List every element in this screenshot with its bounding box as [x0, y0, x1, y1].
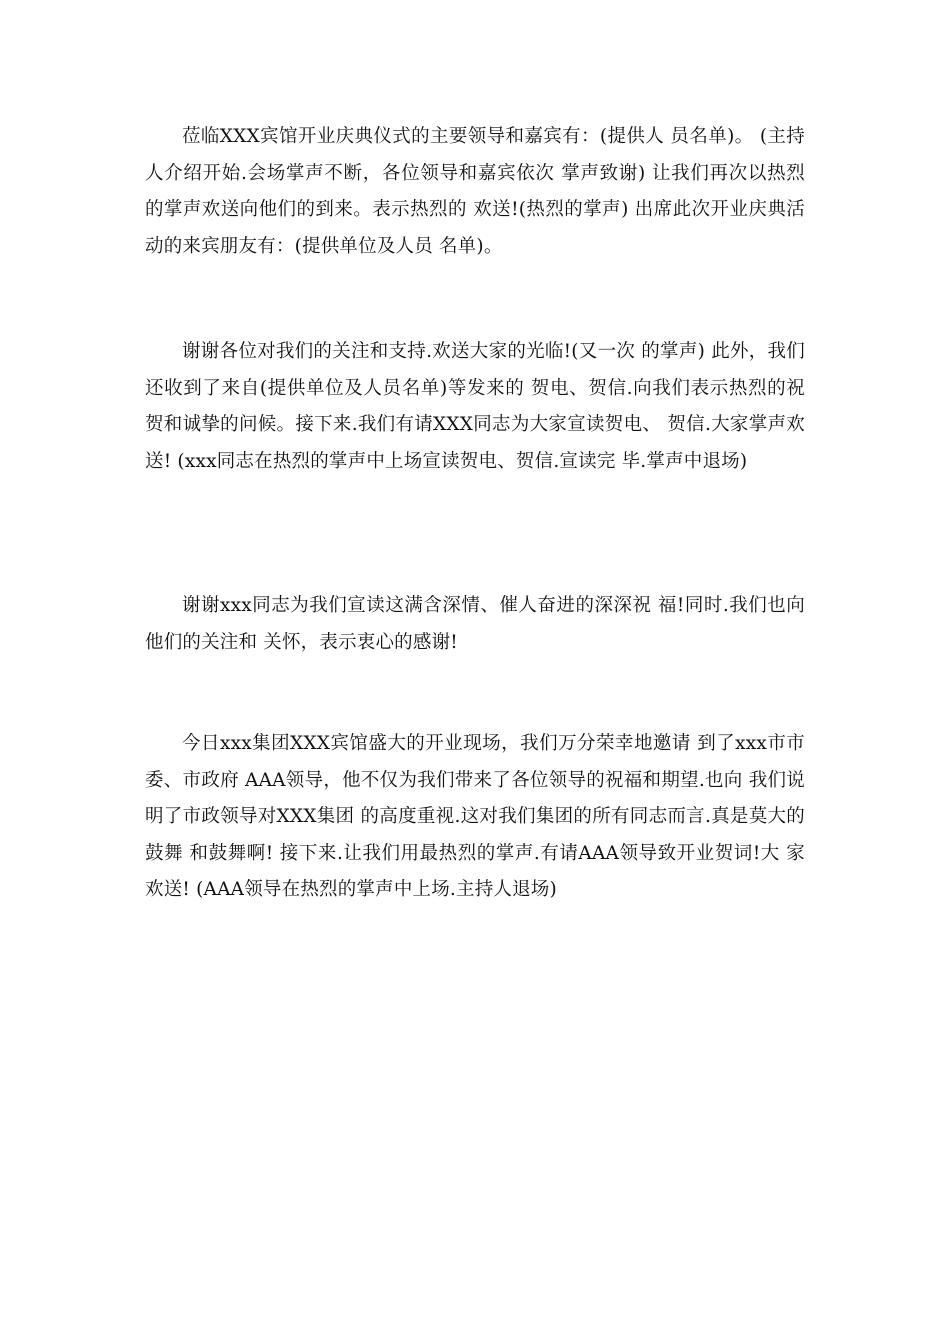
paragraph-guests-intro: 莅临XXX宾馆开业庆典仪式的主要领导和嘉宾有：(提供人 员名单)。 (主持人介绍开始.会场掌声不断，各位领导和嘉宾依次 掌声致谢) 让我们再次以热烈的掌声欢送向他们的到来。表示热烈的 欢送!(热烈的掌声) 出席此次开业庆典活动的来宾朋友有：(提供单位及人员 名单)。 — [145, 126, 805, 257]
paragraph-thanks: 谢谢xxx同志为我们宣读这满含深情、催人奋进的深深祝 福!同时.我们也向他们的关注和 关怀，表示衷心的感谢! — [145, 595, 805, 653]
paragraph-leader-invitation: 今日xxx集团XXX宾馆盛大的开业现场，我们万分荣幸地邀请 到了xxx市市委、市政府 AAA领导，他不仅为我们带来了各位领导的祝福和期望.也向 我们说明了市政领导对XXX集团 的高度重视.这对我们集团的所有同志而言.真是莫大的鼓舞 和鼓舞啊! 接下来.让我们用最热烈的掌声.有请AAA领导致开业贺词!大 家欢送! (AAA领导在热烈的掌声中上场.主持人退场) — [145, 733, 805, 900]
paragraph-congratulations-letters: 谢谢各位对我们的关注和支持.欢送大家的光临!(又一次 的掌声) 此外，我们还收到了来自(提供单位及人员名单)等发来的 贺电、贺信.向我们表示热烈的祝 贺和诚挚的问候。接下来.我们有请XXX同志为大家宣读贺电、 贺信.大家掌声欢送! (xxx同志在热烈的掌声中上场宣读贺电、贺信.宣读完 毕.掌声中退场) — [145, 341, 805, 472]
